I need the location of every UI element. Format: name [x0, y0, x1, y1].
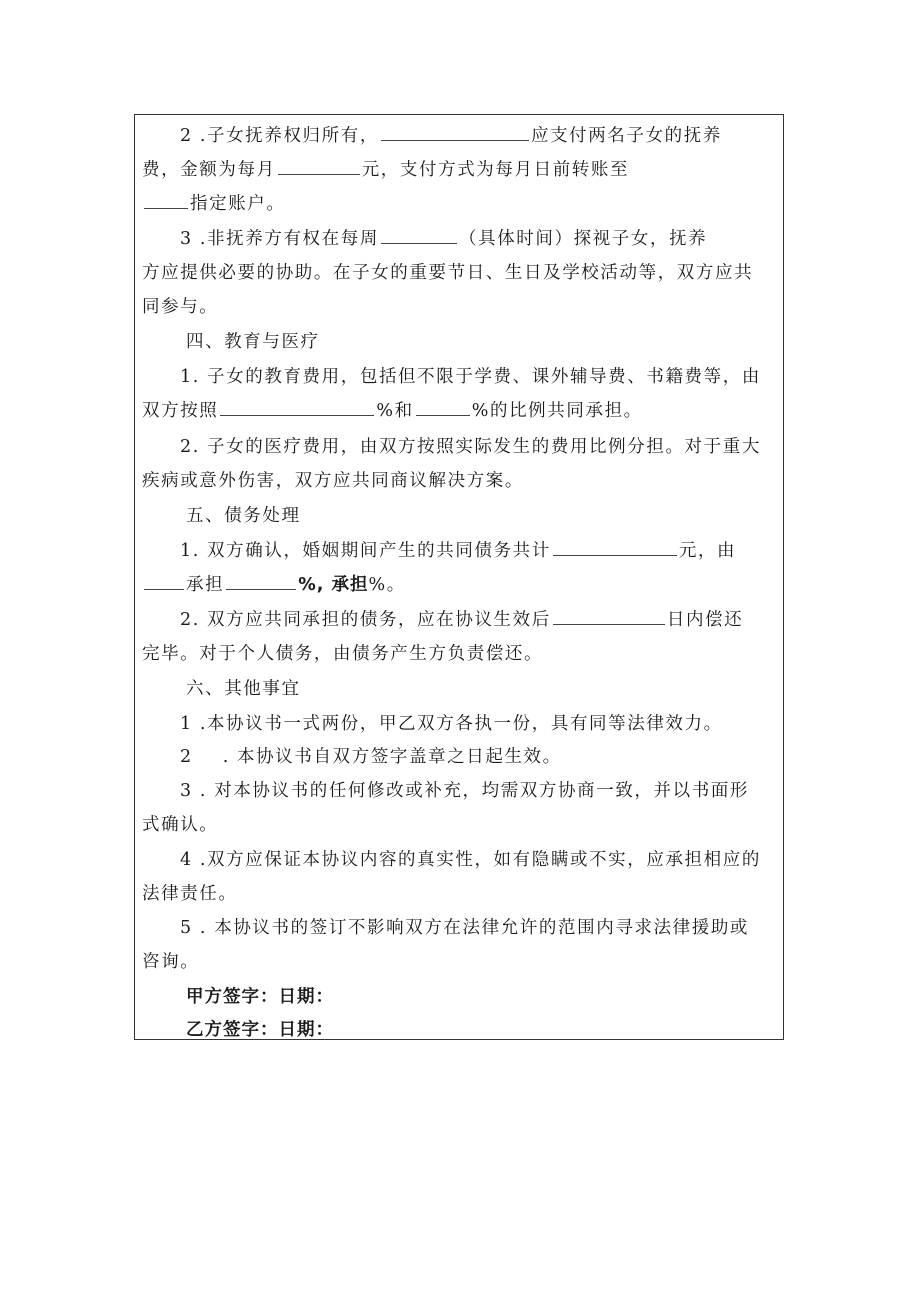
blank-field	[416, 401, 470, 416]
debt-repayment-text: 日内偿还	[666, 610, 744, 630]
education-clause-text: %和	[376, 401, 414, 421]
misc-item-4-line-2: 法律责任。	[142, 884, 238, 904]
education-clause-text: 双方按照	[142, 401, 219, 421]
visitation-clause-text: （具体时间）探视子女，抚养	[458, 229, 708, 249]
debt-clause-text: 1. 双方确认，婚姻期间产生的共同债务共计	[180, 541, 551, 561]
debt-repayment-line-1	[180, 609, 743, 631]
misc-item-text: . 本协议书自双方签字盖章之日起生效。	[222, 747, 562, 767]
misc-item-3-line-1: 3 . 对本协议书的任何修改或补充，均需双方协商一致，并以书面形	[180, 781, 750, 801]
misc-item-5-line-2: 咨询。	[142, 952, 200, 972]
visitation-clause-line-1	[180, 228, 707, 250]
debt-clause-text: 承担	[186, 575, 225, 595]
blank-field	[226, 575, 296, 590]
misc-item-5-line-1: 5 . 本协议书的签订不影响双方在法律允许的范围内寻求法律援助或	[180, 918, 750, 938]
blank-field	[553, 610, 665, 625]
visitation-clause-line-3: 同参与。	[142, 297, 219, 317]
medical-clause-line-1: 2. 子女的医疗费用，由双方按照实际发生的费用比例分担。对于重大	[180, 437, 761, 457]
custody-clause-line-3	[142, 193, 286, 215]
custody-clause-line-1	[180, 125, 722, 147]
debt-clause-text: %。	[368, 575, 406, 595]
misc-item-3-line-2: 式确认。	[142, 815, 219, 835]
blank-field	[220, 401, 374, 416]
visitation-clause-text: 3 .非抚养方有权在每周	[180, 229, 379, 249]
section-heading-misc: 六、其他事宜	[186, 679, 301, 699]
education-clause-line-2	[142, 400, 643, 422]
custody-clause-text: 应支付两名子女的抚养	[530, 126, 722, 146]
debt-repayment-text: 2. 双方应共同承担的债务，应在协议生效后	[180, 610, 551, 630]
section-heading-debt: 五、债务处理	[186, 506, 301, 526]
blank-field	[144, 575, 184, 590]
debt-clause-text: %, 承担	[298, 575, 369, 595]
medical-clause-line-2: 疾病或意外伤害，双方应共同商议解决方案。	[142, 471, 524, 491]
debt-repayment-line-2: 完毕。对于个人债务，由债务产生方负责偿还。	[142, 644, 544, 664]
education-clause-text: %的比例共同承担。	[471, 401, 643, 421]
debt-clause-line-1	[180, 540, 736, 562]
custody-clause-text: 指定账户。	[190, 194, 286, 214]
blank-field	[278, 160, 360, 175]
blank-field	[381, 229, 457, 244]
custody-clause-line-2	[142, 159, 629, 181]
education-clause-line-1: 1. 子女的教育费用，包括但不限于学费、课外辅导费、书籍费等，由	[180, 367, 761, 387]
debt-clause-line-2	[142, 574, 406, 596]
visitation-clause-line-2: 方应提供必要的协助。在子女的重要节日、生日及学校活动等，双方应共	[142, 263, 754, 283]
misc-item-2	[180, 746, 562, 768]
misc-item-number: 2	[180, 747, 193, 767]
blank-field	[553, 541, 677, 556]
custody-clause-text: 费，金额为每月	[142, 160, 276, 180]
misc-item-1: 1 .本协议书一式两份，甲乙双方各执一份，具有同等法律效力。	[180, 714, 723, 734]
custody-clause-text: 2 .子女抚养权归所有，	[180, 126, 379, 146]
misc-item-4-line-1: 4 .双方应保证本协议内容的真实性，如有隐瞒或不实，应承担相应的	[180, 850, 761, 870]
section-heading-education: 四、教育与医疗	[186, 332, 320, 352]
party-a-signature: 甲方签字：日期：	[186, 987, 334, 1007]
blank-field	[381, 126, 529, 141]
debt-clause-text: 元，由	[678, 541, 737, 561]
party-b-signature: 乙方签字：日期：	[186, 1020, 334, 1040]
custody-clause-text: 元，支付方式为每月日前转账至	[361, 160, 630, 180]
blank-field	[144, 194, 188, 209]
